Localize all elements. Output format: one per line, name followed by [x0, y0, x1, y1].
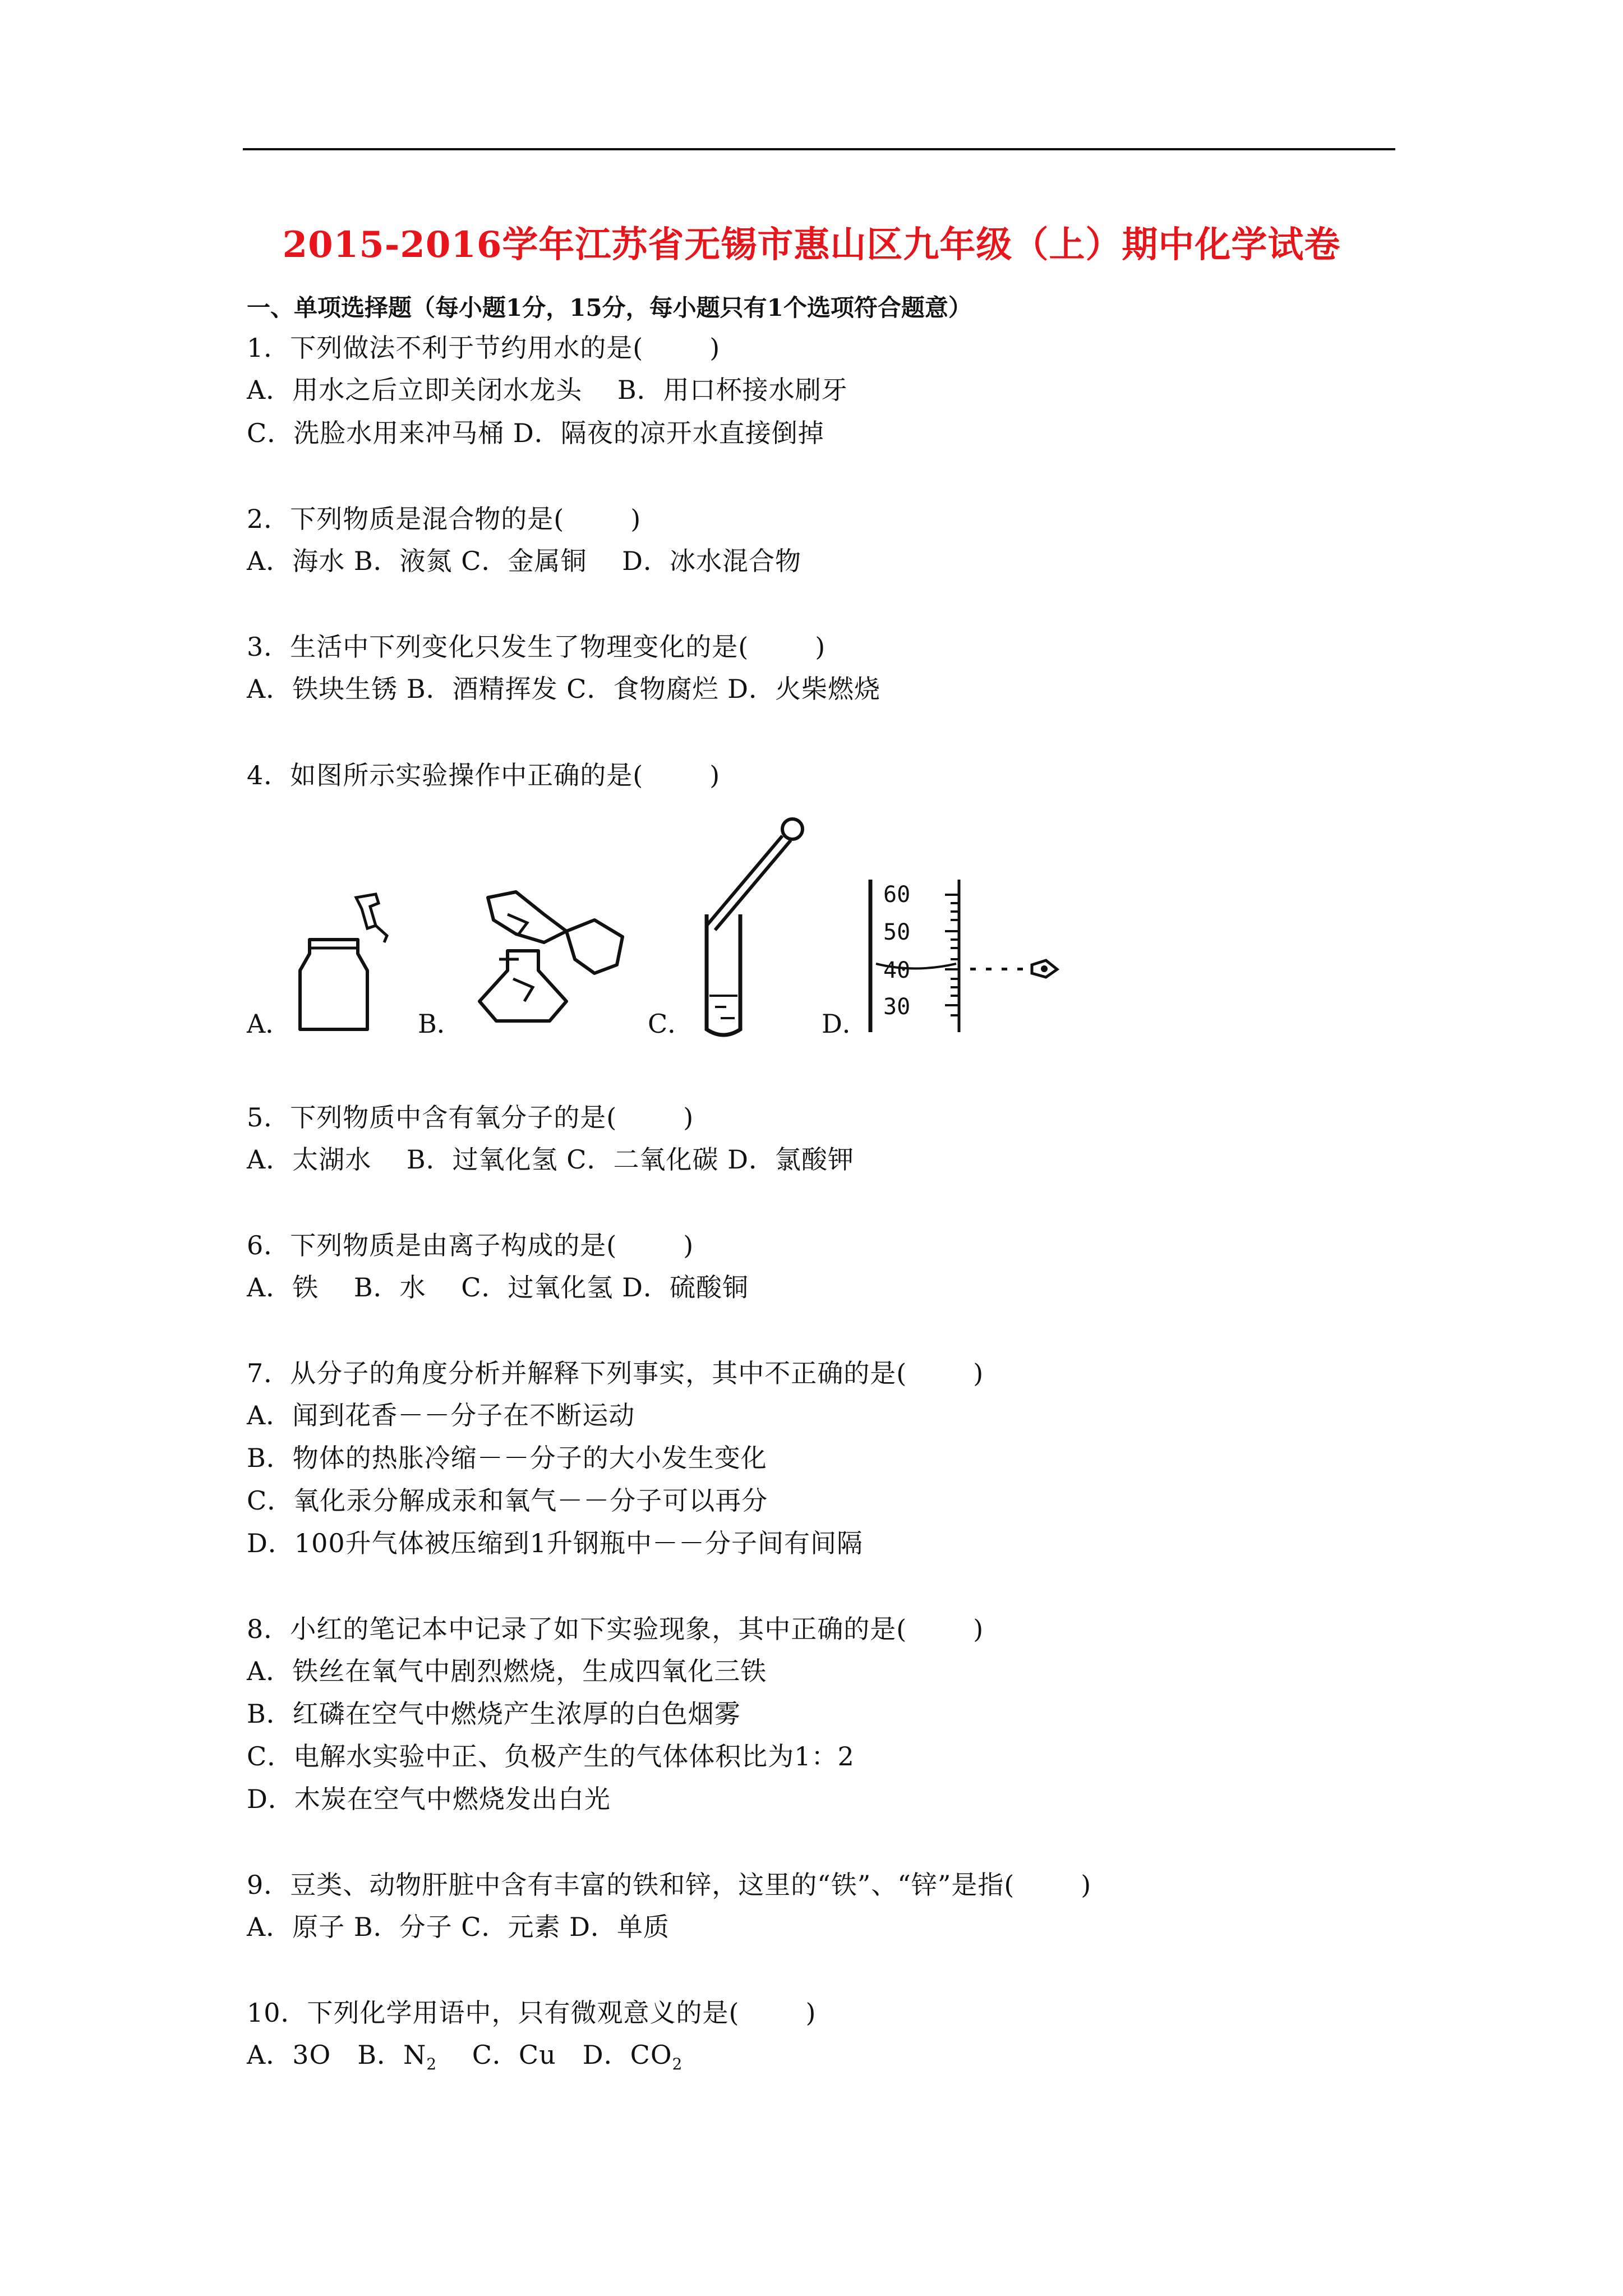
question-1-option-line-1: A．用水之后立即关闭水龙头 B．用口杯接水刷牙: [247, 375, 848, 405]
page-title: 2015-2016学年江苏省无锡市惠山区九年级（上）期中化学试卷: [282, 224, 1341, 266]
question-8-option-a: A．铁丝在氧气中剧烈燃烧，生成四氧化三铁: [247, 1656, 767, 1686]
question-4-stem: 4．如图所示实验操作中正确的是( ): [247, 760, 721, 790]
question-7-stem: 7．从分子的角度分析并解释下列事实，其中不正确的是( ): [247, 1358, 984, 1388]
question-7-option-d: D．100升气体被压缩到1升钢瓶中－－分子间有间隔: [247, 1528, 863, 1558]
cylinder-tick-30: 30: [883, 994, 911, 1020]
question-3-options: A．铁块生锈 B．酒精挥发 C．食物腐烂 D．火柴燃烧: [247, 674, 880, 704]
question-7-option-b: B．物体的热胀冷缩－－分子的大小发生变化: [247, 1443, 767, 1473]
question-6-options: A．铁 B．水 C．过氧化氢 D．硫酸铜: [247, 1272, 749, 1303]
section-heading: 一、单项选择题（每小题1分，15分，每小题只有1个选项符合题意）: [247, 294, 972, 321]
question-7-option-a: A．闻到花香－－分子在不断运动: [247, 1400, 635, 1430]
figure-a-bottle-stopper: [292, 886, 421, 1038]
question-8-option-d: D．木炭在空气中燃烧发出白光: [247, 1784, 611, 1814]
figure-label-a: A．: [247, 1009, 292, 1039]
cylinder-tick-60: 60: [883, 882, 911, 908]
question-9-options: A．原子 B．分子 C．元素 D．单质: [247, 1912, 670, 1942]
question-2-stem: 2．下列物质是混合物的是( ): [247, 504, 642, 534]
question-5-stem: 5．下列物质中含有氧分子的是( ): [247, 1102, 694, 1133]
header-rule: [243, 148, 1395, 150]
option-d: D．CO: [582, 2040, 672, 2070]
option-c: C．Cu: [472, 2040, 556, 2070]
question-3-stem: 3．生活中下列变化只发生了物理变化的是( ): [247, 632, 826, 662]
question-8-stem: 8．小红的笔记本中记录了如下实验现象，其中正确的是( ): [247, 1614, 984, 1644]
question-10-options: [247, 2038, 683, 2081]
question-5-options: A．太湖水 B．过氧化氢 C．二氧化碳 D．氯酸钾: [247, 1144, 854, 1175]
question-1-option-line-2: C．洗脸水用来冲马桶 D．隔夜的凉开水直接倒掉: [247, 418, 824, 448]
cylinder-tick-40: 40: [883, 958, 911, 983]
option-a: A．3O: [247, 2040, 331, 2070]
question-10-stem: 10．下列化学用语中，只有微观意义的是( ): [247, 1998, 817, 2028]
figure-label-d: D．: [822, 1009, 868, 1039]
figure-label-c: C．: [648, 1009, 694, 1039]
cylinder-tick-50: 50: [883, 919, 911, 945]
question-2-options: A．海水 B．液氮 C．金属铜 D．冰水混合物: [247, 546, 801, 576]
question-6-stem: 6．下列物质是由离子构成的是( ): [247, 1230, 694, 1260]
option-b-subscript: 2: [426, 2055, 437, 2073]
figure-label-b: B．: [418, 1009, 463, 1039]
option-b: B．N: [357, 2040, 427, 2070]
question-8-option-b: B．红磷在空气中燃烧产生浓厚的白色烟雾: [247, 1699, 741, 1729]
question-7-option-c: C．氧化汞分解成汞和氧气－－分子可以再分: [247, 1485, 768, 1516]
figure-c-test-tube-dropper: [681, 813, 816, 1043]
figure-b-pouring-liquid: [454, 881, 639, 1043]
question-1-stem: 1．下列做法不利于节约用水的是( ): [247, 333, 721, 363]
question-8-option-c: C．电解水实验中正、负极产生的气体体积比为1：2: [247, 1741, 855, 1772]
question-9-stem: 9．豆类、动物肝脏中含有丰富的铁和锌，这里的“铁”、“锌”是指( ): [247, 1870, 1092, 1900]
figure-d-graduated-cylinder: [864, 875, 1066, 1038]
option-d-subscript: 2: [672, 2055, 683, 2073]
